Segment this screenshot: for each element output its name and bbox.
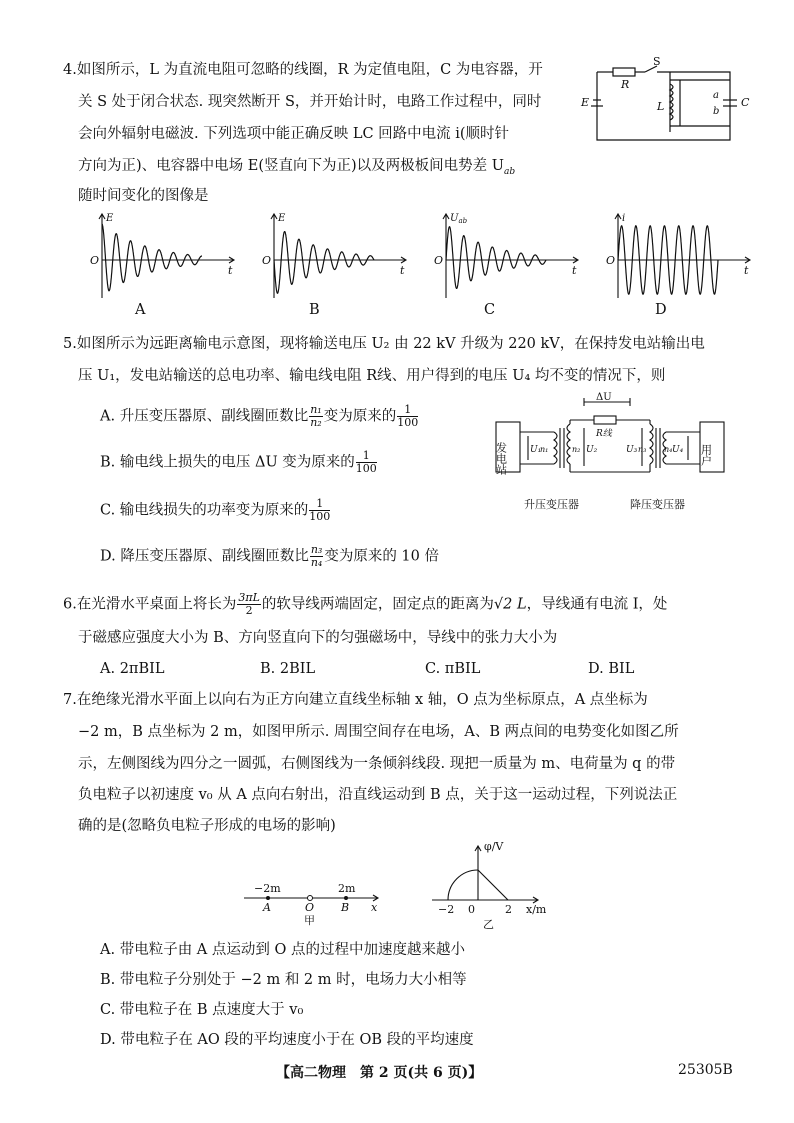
q4-line-4: 方向为正)、电容器中电场 E(竖直向下为正)以及两极板间电势差 $U_{ab}$ <box>78 158 516 177</box>
q5-transmission-diagram <box>492 392 732 517</box>
q7-yi-caption: 乙 <box>483 918 494 931</box>
q7-figure-yi <box>428 840 568 938</box>
q4-circuit-S: S <box>653 55 661 68</box>
page-code: 25305B <box>678 1062 733 1078</box>
q4-option-a-label: A <box>135 302 146 318</box>
q5-user-label: 用户 <box>699 444 713 466</box>
graph-x-label: t <box>744 264 749 277</box>
q4-circuit-C: C <box>741 96 750 109</box>
q5-n4-label: n₄ <box>664 445 673 454</box>
q6-option-d: D. BIL <box>588 661 635 677</box>
q7-yi-phi-label: φ/V <box>484 840 504 853</box>
q5-line-2: 压 U₁，发电站输送的总电功率、输电线电阻 R线、用户得到的电压 U₄ 均不变的情况下，则 <box>78 368 666 384</box>
q7-line-2: −2 m，B 点坐标为 2 m，如图甲所示. 周围空间存在电场，A、B 两点间的电势变化如图乙所 <box>78 724 679 740</box>
q5-u3-label: U₃ <box>626 445 638 455</box>
q7-option-a: A. 带电粒子由 A 点运动到 O 点的过程中加速度越来越小 <box>100 942 465 958</box>
q6-line-1: 6.在光滑水平桌面上将长为 $\frac{3\pi L}{2}$ 的软导线两端固定，固定点的距离为√2 L，导线通有电流 I，处 <box>63 591 668 617</box>
q6-option-b: B. 2BIL <box>260 661 316 677</box>
q7-figure-jia <box>240 880 390 930</box>
graph-x-label: t <box>228 264 233 277</box>
q4-circuit-R: R <box>621 78 630 91</box>
q4-circuit-b: b <box>713 106 720 117</box>
q7-yi-zero: 0 <box>468 903 475 916</box>
q5-line-1: 5.如图所示为远距离输电示意图，现将输送电压 U₂ 由 22 kV 升级为 220 kV，在保持发电站输出电 <box>63 336 705 352</box>
q4-graph-b <box>260 212 410 300</box>
graph-y-label: E <box>106 213 114 224</box>
q6-option-c: C. πBIL <box>425 661 481 677</box>
graph-curve <box>446 227 546 289</box>
q5-u2-label: U₂ <box>586 445 598 455</box>
q7-yi-two: 2 <box>505 903 512 916</box>
q4-circuit-E: E <box>581 96 590 109</box>
q7-jia-B: B <box>341 901 350 914</box>
q4-option-c-label: C <box>484 302 496 318</box>
q5-r-line-label: R线 <box>596 429 612 439</box>
graph-y-label: E <box>278 213 286 224</box>
q6-option-a: A. 2πBIL <box>100 661 165 677</box>
q4-option-b-label: B <box>309 302 320 318</box>
q4-graph-a <box>88 212 238 300</box>
graph-origin-label: O <box>434 254 444 267</box>
q4-graph-d <box>604 212 754 300</box>
q5-u4-label: U₄ <box>672 445 684 455</box>
page-footer: 【高二物理 第 2 页(共 6 页)】 <box>276 1065 483 1081</box>
q7-jia-2m: 2m <box>338 882 356 895</box>
graph-y-label: $U_{ab}$ <box>450 213 468 225</box>
q4-option-d-label: D <box>655 302 667 318</box>
graph-y-label: i <box>622 213 626 224</box>
q5-n2-label: n₂ <box>572 445 581 454</box>
q5-station-label: 发电站 <box>494 442 508 475</box>
q7-option-c: C. 带电粒子在 B 点速度大于 v₀ <box>100 1002 304 1018</box>
q7-jia-O: O <box>305 901 315 914</box>
q5-option-d: D. 降压变压器原、副线圈匝数比 $\frac{\text{n₃}}{\text{n₄}}$ 变为原来的 10 倍 <box>100 543 439 569</box>
graph-origin-label: O <box>606 254 616 267</box>
q5-option-c: C. 输电线损失的功率变为原来的 $\frac{1}{100}$ <box>100 497 331 523</box>
q7-jia-neg2m: −2m <box>254 882 281 895</box>
q7-option-d: D. 带电粒子在 AO 段的平均速度小于在 OB 段的平均速度 <box>100 1032 474 1048</box>
q5-step-up-label: 升压变压器 <box>524 498 579 511</box>
q5-n3-label: n₃ <box>638 445 647 454</box>
q7-jia-caption: 甲 <box>304 914 315 927</box>
q4-line-3: 会向外辐射电磁波. 下列选项中能正确反映 LC 回路中电流 i(顺时针 <box>78 126 510 142</box>
q7-yi-x-label: x/m <box>526 903 547 916</box>
q7-line-3: 示，左侧图线为四分之一圆弧，右侧图线为一条倾斜线段. 现把一质量为 m、电荷量为 q 的带 <box>78 756 676 772</box>
q5-delta-u-label: ΔU <box>596 392 612 403</box>
q7-jia-A: A <box>263 901 271 914</box>
q7-yi-neg2: −2 <box>438 903 455 916</box>
q7-line-1: 7.在绝缘光滑水平面上以向右为正方向建立直线坐标轴 x 轴，O 点为坐标原点，A 点坐标为 <box>63 692 648 708</box>
q7-line-5: 确的是(忽略负电粒子形成的电场的影响) <box>78 818 336 834</box>
graph-origin-label: O <box>262 254 272 267</box>
q4-line-5: 随时间变化的图像是 <box>78 188 209 204</box>
graph-curve <box>274 232 374 294</box>
q4-graph-c <box>432 212 582 300</box>
q7-option-b: B. 带电粒子分别处于 −2 m 和 2 m 时，电场力大小相等 <box>100 972 467 988</box>
q5-n1-label: n₁ <box>540 445 549 454</box>
q6-line-2: 于磁感应强度大小为 B、方向竖直向下的匀强磁场中，导线中的张力大小为 <box>78 630 558 646</box>
q5-step-down-label: 降压变压器 <box>630 498 685 511</box>
graph-curve <box>102 224 202 291</box>
q7-jia-x: x <box>371 901 378 914</box>
graph-origin-label: O <box>90 254 100 267</box>
graph-x-label: t <box>400 264 405 277</box>
q4-line-2: 关 S 处于闭合状态. 现突然断开 S，并开始计时，电路工作过程中，同时 <box>78 94 542 110</box>
q4-circuit-diagram <box>581 55 750 152</box>
graph-x-label: t <box>572 264 577 277</box>
q4-line-1: 4.如图所示，L 为直流电阻可忽略的线圈，R 为定值电阻，C 为电容器，开 <box>63 62 543 78</box>
q5-option-b: B. 输电线上损失的电压 ΔU 变为原来的 $\frac{1}{100}$ <box>100 449 377 475</box>
q4-circuit-a: a <box>713 90 719 101</box>
q5-u1-label: U₁ <box>530 445 542 455</box>
q5-option-a: A. 升压变压器原、副线圈匝数比 $\frac{\text{n₁}}{\text{n₂}}$ 变为原来的 $\frac{1}{100}$ <box>100 403 419 429</box>
q7-line-4: 负电粒子以初速度 v₀ 从 A 点向右射出，沿直线运动到 B 点，关于这一运动过程，下列说法正 <box>78 787 678 803</box>
q4-circuit-L: L <box>657 100 665 113</box>
